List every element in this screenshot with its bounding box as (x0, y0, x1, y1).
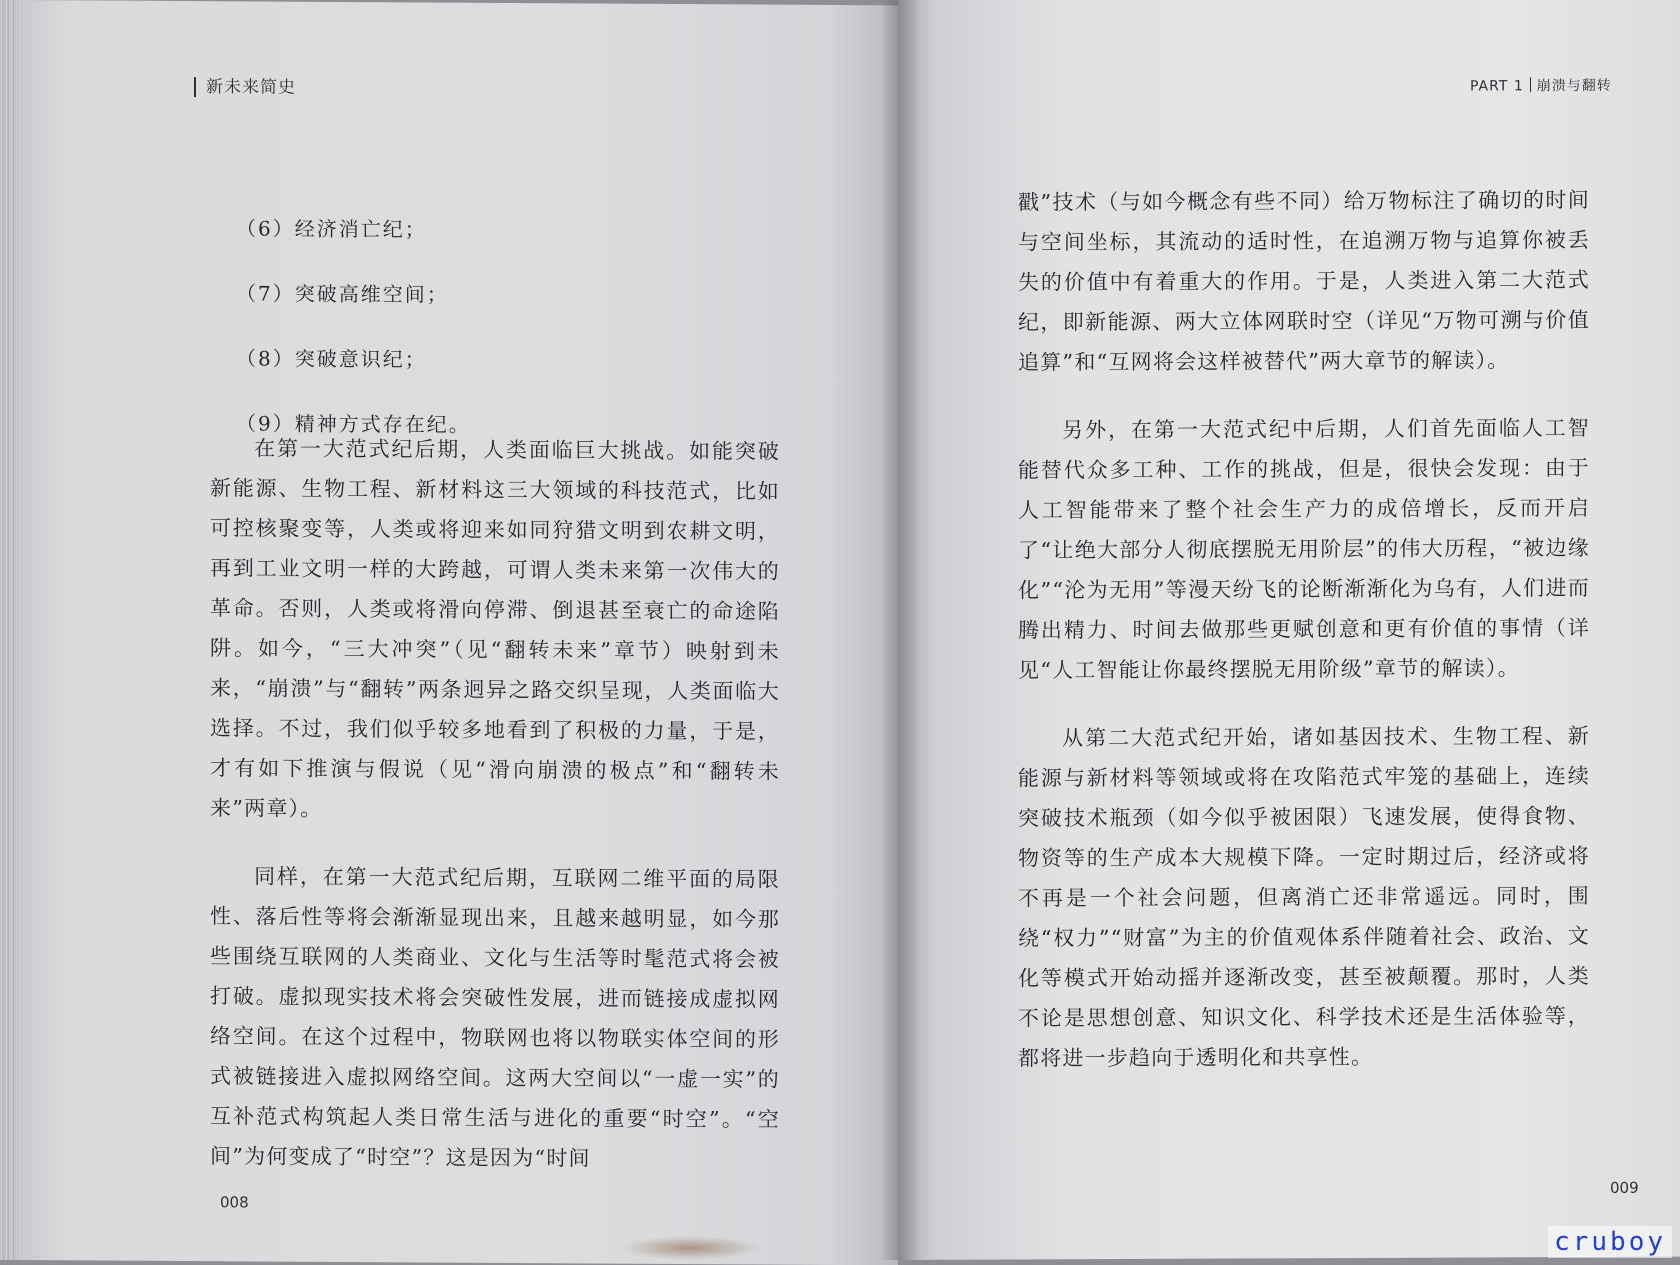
finger-shadow (620, 1236, 760, 1260)
right-page (898, 0, 1680, 1260)
chapter-list (236, 196, 796, 459)
list-item: （8）突破意识纪； (236, 346, 427, 372)
page-number: 008 (220, 1193, 249, 1212)
list-item: （9）精神方式存在纪。 (236, 411, 471, 437)
right-body-text (1018, 180, 1590, 1106)
paragraph: 同样，在第一大范式纪后期，互联网二维平面的局限性、落后性等将会渐渐显现出来，且越来越明显，如今那些围绕互联网的人类商业、文化与生活等时髦范式将会被打破。虚拟现实技术将会突破性发展，进而链接成虚拟网络空间。在这个过程中，物联网也将以物联实体空间的形式被链接进入虚拟网络空间。这两大空间以“一虚一实”的互补范式构筑起人类日常生活与进化的重要“时空”。“空间”为何变成了“时空”？这是因为“时间 (210, 864, 780, 1171)
divider (1530, 77, 1531, 92)
left-body-text (210, 428, 780, 1207)
paragraph-continuation: 戳”技术（与如今概念有些不同）给万物标注了确切的时间与空间坐标，其流动的适时性，在追溯万物与追算你被丢失的价值中有着重大的作用。于是，人类进入第二大范式纪，即新能源、两大立体网联时空（详见“万物可溯与价值追算”和“互网将会这样被替代”两大章节的解读）。 (1018, 187, 1590, 375)
part-label: PART 1 (1470, 78, 1524, 95)
paragraph: 另外，在第一大范式纪中后期，人们首先面临人工智能替代众多工种、工作的挑战，但是，很快会发现：由于人工智能带来了整个社会生产力的成倍增长，反而开启了“让绝大部分人彻底摆脱无用阶层”的伟大历程，“被边缘化”“沦为无用”等漫天纷飞的论断渐渐化为乌有，人们进而腾出精力、时间去做那些更赋创意和更有价值的事情（详见“人工智能让你最终摆脱无用阶级”章节的解读）。 (1018, 415, 1590, 683)
running-head-book-title: 新未来简史 (194, 77, 296, 98)
list-item: （6）经济消亡纪； (236, 216, 427, 242)
left-page (18, 0, 898, 1265)
running-head-part (1470, 77, 1612, 96)
paragraph: 在第一大范式纪后期，人类面临巨大挑战。如能突破新能源、生物工程、新材料这三大领域的科技范式，比如可控核聚变等，人类或将迎来如同狩猎文明到农耕文明，再到工业文明一样的大跨越，可谓人类未来第一次伟大的革命。否则，人类或将滑向停滞、倒退甚至衰亡的命途陷阱。如今，“三大冲突”（见“翻转未来”章节）映射到未来，“崩溃”与“翻转”两条迥异之路交织呈现，人类面临大选择。不过，我们似乎较多地看到了积极的力量，于是，才有如下推演与假说（见“滑向崩溃的极点”和“翻转未来”两章）。 (210, 436, 780, 821)
list-item: （7）突破高维空间； (236, 281, 449, 307)
paragraph: 从第二大范式纪开始，诸如基因技术、生物工程、新能源与新材料等领域或将在攻陷范式牢笼的基础上，连续突破技术瓶颈（如今似乎被困限）飞速发展，使得食物、物资等的生产成本大规模下降。一定时期过后，经济或将不再是一个社会问题，但离消亡还非常遥远。同时，围绕“权力”“财富”为主的价值观体系伴随着社会、政治、文化等模式开始动摇并逐渐改变，甚至被颠覆。那时，人类不论是思想创意、知识文化、科学技术还是生活体验等，都将进一步趋向于透明化和共享性。 (1018, 723, 1590, 1071)
page-number: 009 (1610, 1178, 1639, 1197)
part-title: 崩溃与翻转 (1536, 77, 1612, 95)
watermark: cruboy (1548, 1226, 1672, 1258)
